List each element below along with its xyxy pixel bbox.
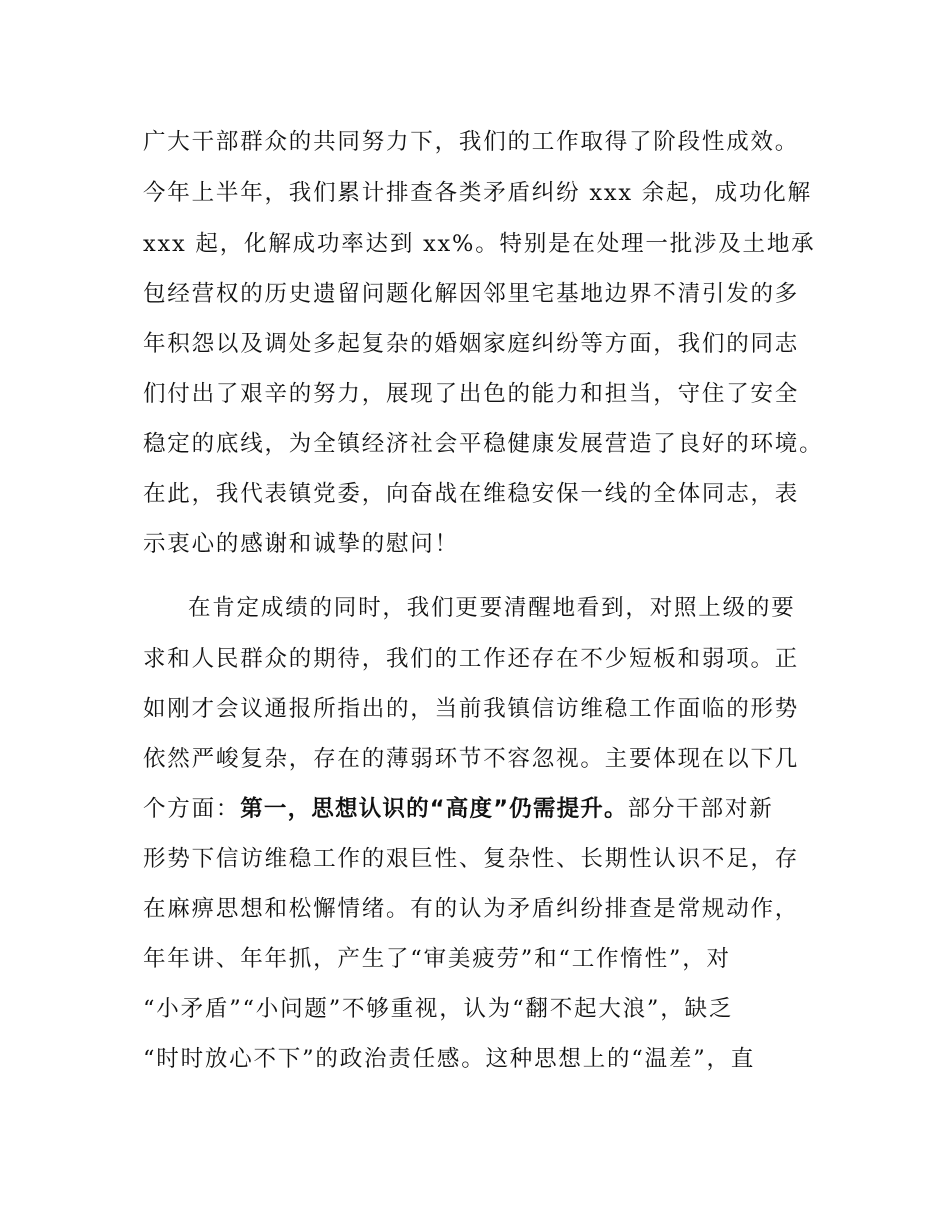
text-line: 包经营权的历史遗留问题化解因邻里宅基地边界不清引发的多 xyxy=(143,281,800,307)
text-line: “时时放心不下”的政治责任感。这种思想上的“温差”，直 xyxy=(143,1046,756,1072)
text-line: 依然严峻复杂，存在的薄弱环节不容忽视。主要体现在以下几 xyxy=(143,746,800,772)
text-line: 稳定的底线，为全镇经济社会平稳健康发展营造了良好的环境。 xyxy=(143,431,824,457)
text-segment: 部分干部对新 xyxy=(627,796,774,822)
text-line-indented: 在肯定成绩的同时，我们更要清醒地看到，对照上级的要 xyxy=(188,595,796,621)
text-line: “小矛盾”“小问题”不够重视，认为“翻不起大浪”，缺乏 xyxy=(143,996,734,1022)
text-line: 今年上半年，我们累计排查各类矛盾纠纷 xxx 余起，成功化解 xyxy=(143,180,812,206)
text-line-mixed xyxy=(143,794,823,824)
text-line: xxx 起，化解成功率达到 xx%。特别是在处理一批涉及土地承 xyxy=(143,231,816,257)
text-line: 在此，我代表镇党委，向奋战在维稳安保一线的全体同志，表 xyxy=(143,481,800,507)
text-line: 示衷心的感谢和诚挚的慰问！ xyxy=(143,531,459,557)
text-line: 如刚才会议通报所指出的，当前我镇信访维稳工作面临的形势 xyxy=(143,696,800,722)
text-segment: 个方面： xyxy=(143,796,241,822)
bold-heading-first-point: 第一，思想认识的“高度”仍需提升。 xyxy=(240,796,628,822)
text-line: 广大干部群众的共同努力下，我们的工作取得了阶段性成效。 xyxy=(143,129,800,155)
text-line: 年年讲、年年抓，产生了“审美疲劳”和“工作惰性”，对 xyxy=(143,946,731,972)
text-line: 年积怨以及调处多起复杂的婚姻家庭纠纷等方面，我们的同志 xyxy=(143,331,800,357)
text-line: 求和人民群众的期待，我们的工作还存在不少短板和弱项。正 xyxy=(143,646,800,672)
text-line: 形势下信访维稳工作的艰巨性、复杂性、长期性认识不足，存 xyxy=(143,846,800,872)
text-line: 在麻痹思想和松懈情绪。有的认为矛盾纠纷排查是常规动作， xyxy=(143,896,800,922)
text-line: 们付出了艰辛的努力，展现了出色的能力和担当，守住了安全 xyxy=(143,381,800,407)
